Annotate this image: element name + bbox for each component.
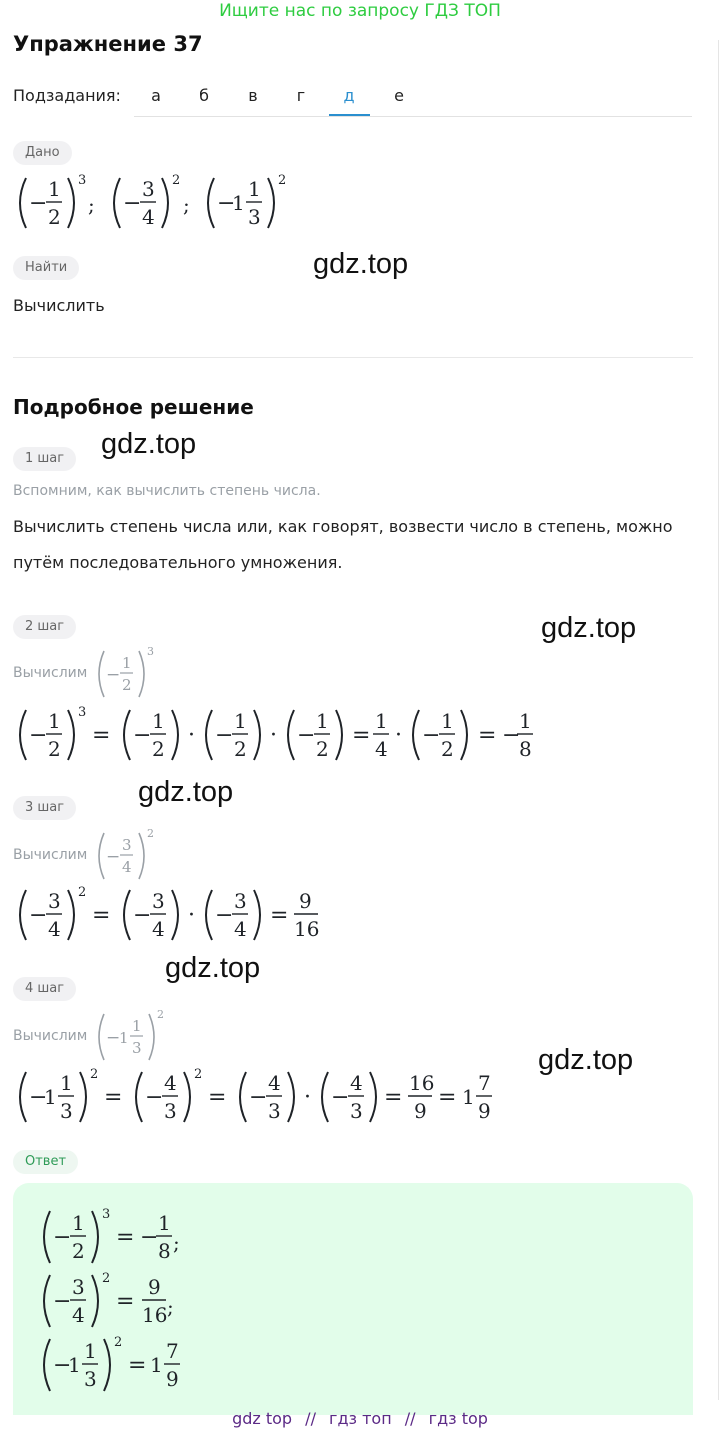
svg-text:1: 1 — [158, 1211, 171, 1235]
svg-text:−: − — [106, 1028, 121, 1048]
svg-text:=: = — [352, 723, 371, 748]
svg-text:2: 2 — [122, 676, 132, 694]
svg-text:3: 3 — [234, 889, 247, 913]
svg-text:2: 2 — [152, 737, 165, 761]
svg-text:2: 2 — [78, 885, 87, 900]
svg-text:4: 4 — [268, 1071, 281, 1095]
section-divider — [13, 357, 693, 358]
step-1-hint: Вспомним, как вычислить степень числа. — [13, 483, 321, 499]
svg-text:−: − — [145, 1085, 164, 1110]
svg-text:−: − — [29, 1085, 48, 1110]
step-2-hint-formula — [94, 643, 164, 703]
footer-link-1[interactable]: gdz top — [232, 1409, 293, 1428]
watermark: gdz.top — [101, 428, 197, 460]
svg-text:3: 3 — [84, 1367, 97, 1391]
tab-e[interactable]: е — [394, 86, 404, 105]
svg-text:4: 4 — [164, 1071, 177, 1095]
svg-text:2: 2 — [441, 737, 454, 761]
step-1-text-line-1: Вычислить степень числа или, как говорят, возвести число в степень, можно — [13, 517, 673, 536]
answer-line-1 — [36, 1205, 236, 1269]
svg-text:4: 4 — [234, 917, 247, 941]
given-expression — [12, 168, 302, 238]
svg-text:3: 3 — [102, 1207, 111, 1222]
svg-text:−: − — [140, 1225, 159, 1250]
svg-text:3: 3 — [60, 1099, 73, 1123]
svg-text:8: 8 — [158, 1239, 171, 1263]
svg-text:·: · — [270, 723, 277, 748]
step-4-badge: 4 шаг — [13, 977, 76, 1001]
svg-text:1: 1 — [441, 709, 454, 733]
svg-text:;: ; — [173, 1231, 180, 1255]
svg-text:3: 3 — [164, 1099, 177, 1123]
svg-text:1: 1 — [60, 1071, 73, 1095]
watermark: gdz.top — [138, 776, 234, 808]
svg-text:−: − — [106, 665, 121, 685]
svg-text:−: − — [123, 191, 142, 216]
svg-text:7: 7 — [478, 1071, 491, 1095]
footer-links — [0, 1409, 720, 1428]
watermark: gdz.top — [165, 952, 261, 984]
svg-text:2: 2 — [157, 1008, 164, 1021]
watermark: gdz.top — [313, 248, 409, 280]
svg-text:9: 9 — [166, 1367, 179, 1391]
svg-text:−: − — [106, 847, 121, 867]
given-badge: Дано — [13, 141, 72, 165]
svg-text:−: − — [331, 1085, 350, 1110]
footer-link-3[interactable]: гдз top — [428, 1409, 488, 1428]
svg-text:=: = — [478, 723, 497, 748]
step-1-text-line-2: путём последовательного умножения. — [13, 553, 343, 572]
svg-text:4: 4 — [142, 205, 155, 229]
svg-text:−: − — [249, 1085, 268, 1110]
svg-text:1: 1 — [132, 1017, 142, 1035]
step-2-badge: 2 шаг — [13, 615, 76, 639]
svg-text:−: − — [297, 723, 316, 748]
svg-text:2: 2 — [72, 1239, 85, 1263]
svg-text:·: · — [304, 1085, 311, 1110]
svg-text:2: 2 — [194, 1067, 203, 1082]
svg-text:−: − — [53, 1225, 72, 1250]
svg-text:2: 2 — [102, 1271, 111, 1286]
svg-text:1: 1 — [150, 1353, 163, 1377]
svg-text:8: 8 — [519, 737, 532, 761]
footer-separator: // — [404, 1409, 416, 1428]
step-3-hint-formula — [94, 825, 164, 885]
svg-text:−: − — [215, 723, 234, 748]
svg-text:3: 3 — [152, 889, 165, 913]
svg-text:−: − — [53, 1353, 72, 1378]
svg-text:2: 2 — [48, 737, 61, 761]
svg-text:·: · — [188, 723, 195, 748]
step-2-formula — [12, 700, 542, 770]
svg-text:3: 3 — [147, 645, 154, 658]
svg-text:1: 1 — [84, 1339, 97, 1363]
watermark: gdz.top — [541, 612, 637, 644]
svg-text:2: 2 — [234, 737, 247, 761]
tab-a[interactable]: а — [151, 86, 161, 105]
svg-text:3: 3 — [48, 889, 61, 913]
svg-text:·: · — [395, 723, 402, 748]
answer-badge: Ответ — [13, 1150, 78, 1174]
svg-text:−: − — [422, 723, 441, 748]
top-banner: Ищите нас по запросу ГДЗ ТОП — [219, 1, 501, 21]
watermark: gdz.top — [538, 1044, 634, 1076]
svg-text:9: 9 — [299, 889, 312, 913]
svg-text:2: 2 — [114, 1335, 123, 1350]
svg-text:2: 2 — [147, 827, 154, 840]
answer-box — [13, 1183, 693, 1415]
svg-text:3: 3 — [268, 1099, 281, 1123]
svg-text:−: − — [502, 723, 521, 748]
svg-text:2: 2 — [278, 173, 287, 188]
svg-text:9: 9 — [148, 1275, 161, 1299]
svg-text:=: = — [116, 1289, 135, 1314]
svg-text:−: − — [29, 723, 48, 748]
svg-text:1: 1 — [234, 709, 247, 733]
step-4-hint-formula — [94, 1006, 174, 1066]
svg-text:;: ; — [183, 193, 190, 217]
svg-text:2: 2 — [316, 737, 329, 761]
tab-b[interactable]: б — [199, 86, 209, 105]
svg-text:;: ; — [167, 1295, 174, 1319]
subtask-tabs — [134, 80, 692, 117]
svg-text:4: 4 — [48, 917, 61, 941]
solution-heading: Подробное решение — [13, 395, 254, 419]
svg-text:1: 1 — [152, 709, 165, 733]
svg-text:9: 9 — [414, 1099, 427, 1123]
svg-text:=: = — [92, 903, 111, 928]
svg-text:3: 3 — [350, 1099, 363, 1123]
svg-text:1: 1 — [316, 709, 329, 733]
svg-text:1: 1 — [68, 1353, 81, 1377]
footer-separator: // — [305, 1409, 316, 1428]
svg-text:4: 4 — [350, 1071, 363, 1095]
svg-text:−: − — [29, 903, 48, 928]
svg-text:−: − — [133, 723, 152, 748]
svg-text:1: 1 — [375, 709, 388, 733]
answer-line-2 — [36, 1269, 236, 1333]
svg-text:=: = — [384, 1085, 403, 1110]
step-3-formula — [12, 880, 332, 950]
svg-text:1: 1 — [48, 709, 61, 733]
svg-text:2: 2 — [48, 205, 61, 229]
svg-text:2: 2 — [90, 1067, 99, 1082]
svg-text:1: 1 — [519, 709, 532, 733]
svg-text:−: − — [217, 191, 236, 216]
svg-text:=: = — [270, 903, 289, 928]
svg-text:4: 4 — [72, 1303, 85, 1327]
svg-text:3: 3 — [142, 177, 155, 201]
svg-text:16: 16 — [409, 1071, 435, 1095]
tab-g[interactable]: г — [296, 86, 306, 105]
find-text: Вычислить — [13, 296, 105, 315]
svg-text:4: 4 — [152, 917, 165, 941]
svg-text:−: − — [133, 903, 152, 928]
svg-text:=: = — [438, 1085, 457, 1110]
page-title: Упражнение 37 — [13, 32, 203, 56]
svg-text:=: = — [104, 1085, 123, 1110]
footer-link-2[interactable]: гдз топ — [329, 1409, 392, 1428]
svg-text:2: 2 — [172, 173, 181, 188]
svg-text:1: 1 — [44, 1085, 57, 1109]
svg-text:1: 1 — [248, 177, 261, 201]
step-2-hint: Вычислим — [13, 665, 88, 681]
svg-text:1: 1 — [119, 1029, 129, 1047]
find-badge: Найти — [13, 256, 79, 280]
svg-text:;: ; — [88, 193, 95, 217]
svg-text:−: − — [215, 903, 234, 928]
step-4-formula — [12, 1062, 512, 1132]
svg-text:3: 3 — [122, 836, 132, 854]
svg-text:9: 9 — [478, 1099, 491, 1123]
svg-text:=: = — [208, 1085, 227, 1110]
step-3-hint: Вычислим — [13, 847, 88, 863]
svg-text:−: − — [29, 191, 48, 216]
svg-text:·: · — [188, 903, 195, 928]
svg-text:=: = — [128, 1353, 147, 1378]
subtasks-label: Подзадания: — [13, 86, 121, 105]
step-3-badge: 3 шаг — [13, 796, 76, 820]
svg-text:−: − — [53, 1289, 72, 1314]
answer-line-3 — [36, 1333, 236, 1397]
svg-text:16: 16 — [294, 917, 320, 941]
svg-text:3: 3 — [248, 205, 261, 229]
active-tab-indicator — [329, 114, 370, 116]
svg-text:3: 3 — [72, 1275, 85, 1299]
svg-text:4: 4 — [375, 737, 388, 761]
svg-text:7: 7 — [166, 1339, 179, 1363]
svg-text:3: 3 — [78, 173, 87, 188]
scrollbar-track[interactable] — [718, 40, 719, 1400]
svg-text:1: 1 — [462, 1085, 475, 1109]
svg-text:=: = — [92, 723, 111, 748]
svg-text:1: 1 — [48, 177, 61, 201]
svg-text:1: 1 — [232, 191, 245, 215]
svg-text:1: 1 — [72, 1211, 85, 1235]
svg-text:1: 1 — [122, 654, 132, 672]
svg-text:=: = — [116, 1225, 135, 1250]
tab-v[interactable]: в — [248, 86, 258, 105]
svg-text:3: 3 — [132, 1039, 142, 1057]
svg-text:3: 3 — [78, 705, 87, 720]
svg-text:16: 16 — [142, 1303, 168, 1327]
step-1-badge: 1 шаг — [13, 447, 76, 471]
svg-text:4: 4 — [122, 858, 132, 876]
step-4-hint: Вычислим — [13, 1028, 88, 1044]
tab-d[interactable]: д — [343, 86, 355, 105]
